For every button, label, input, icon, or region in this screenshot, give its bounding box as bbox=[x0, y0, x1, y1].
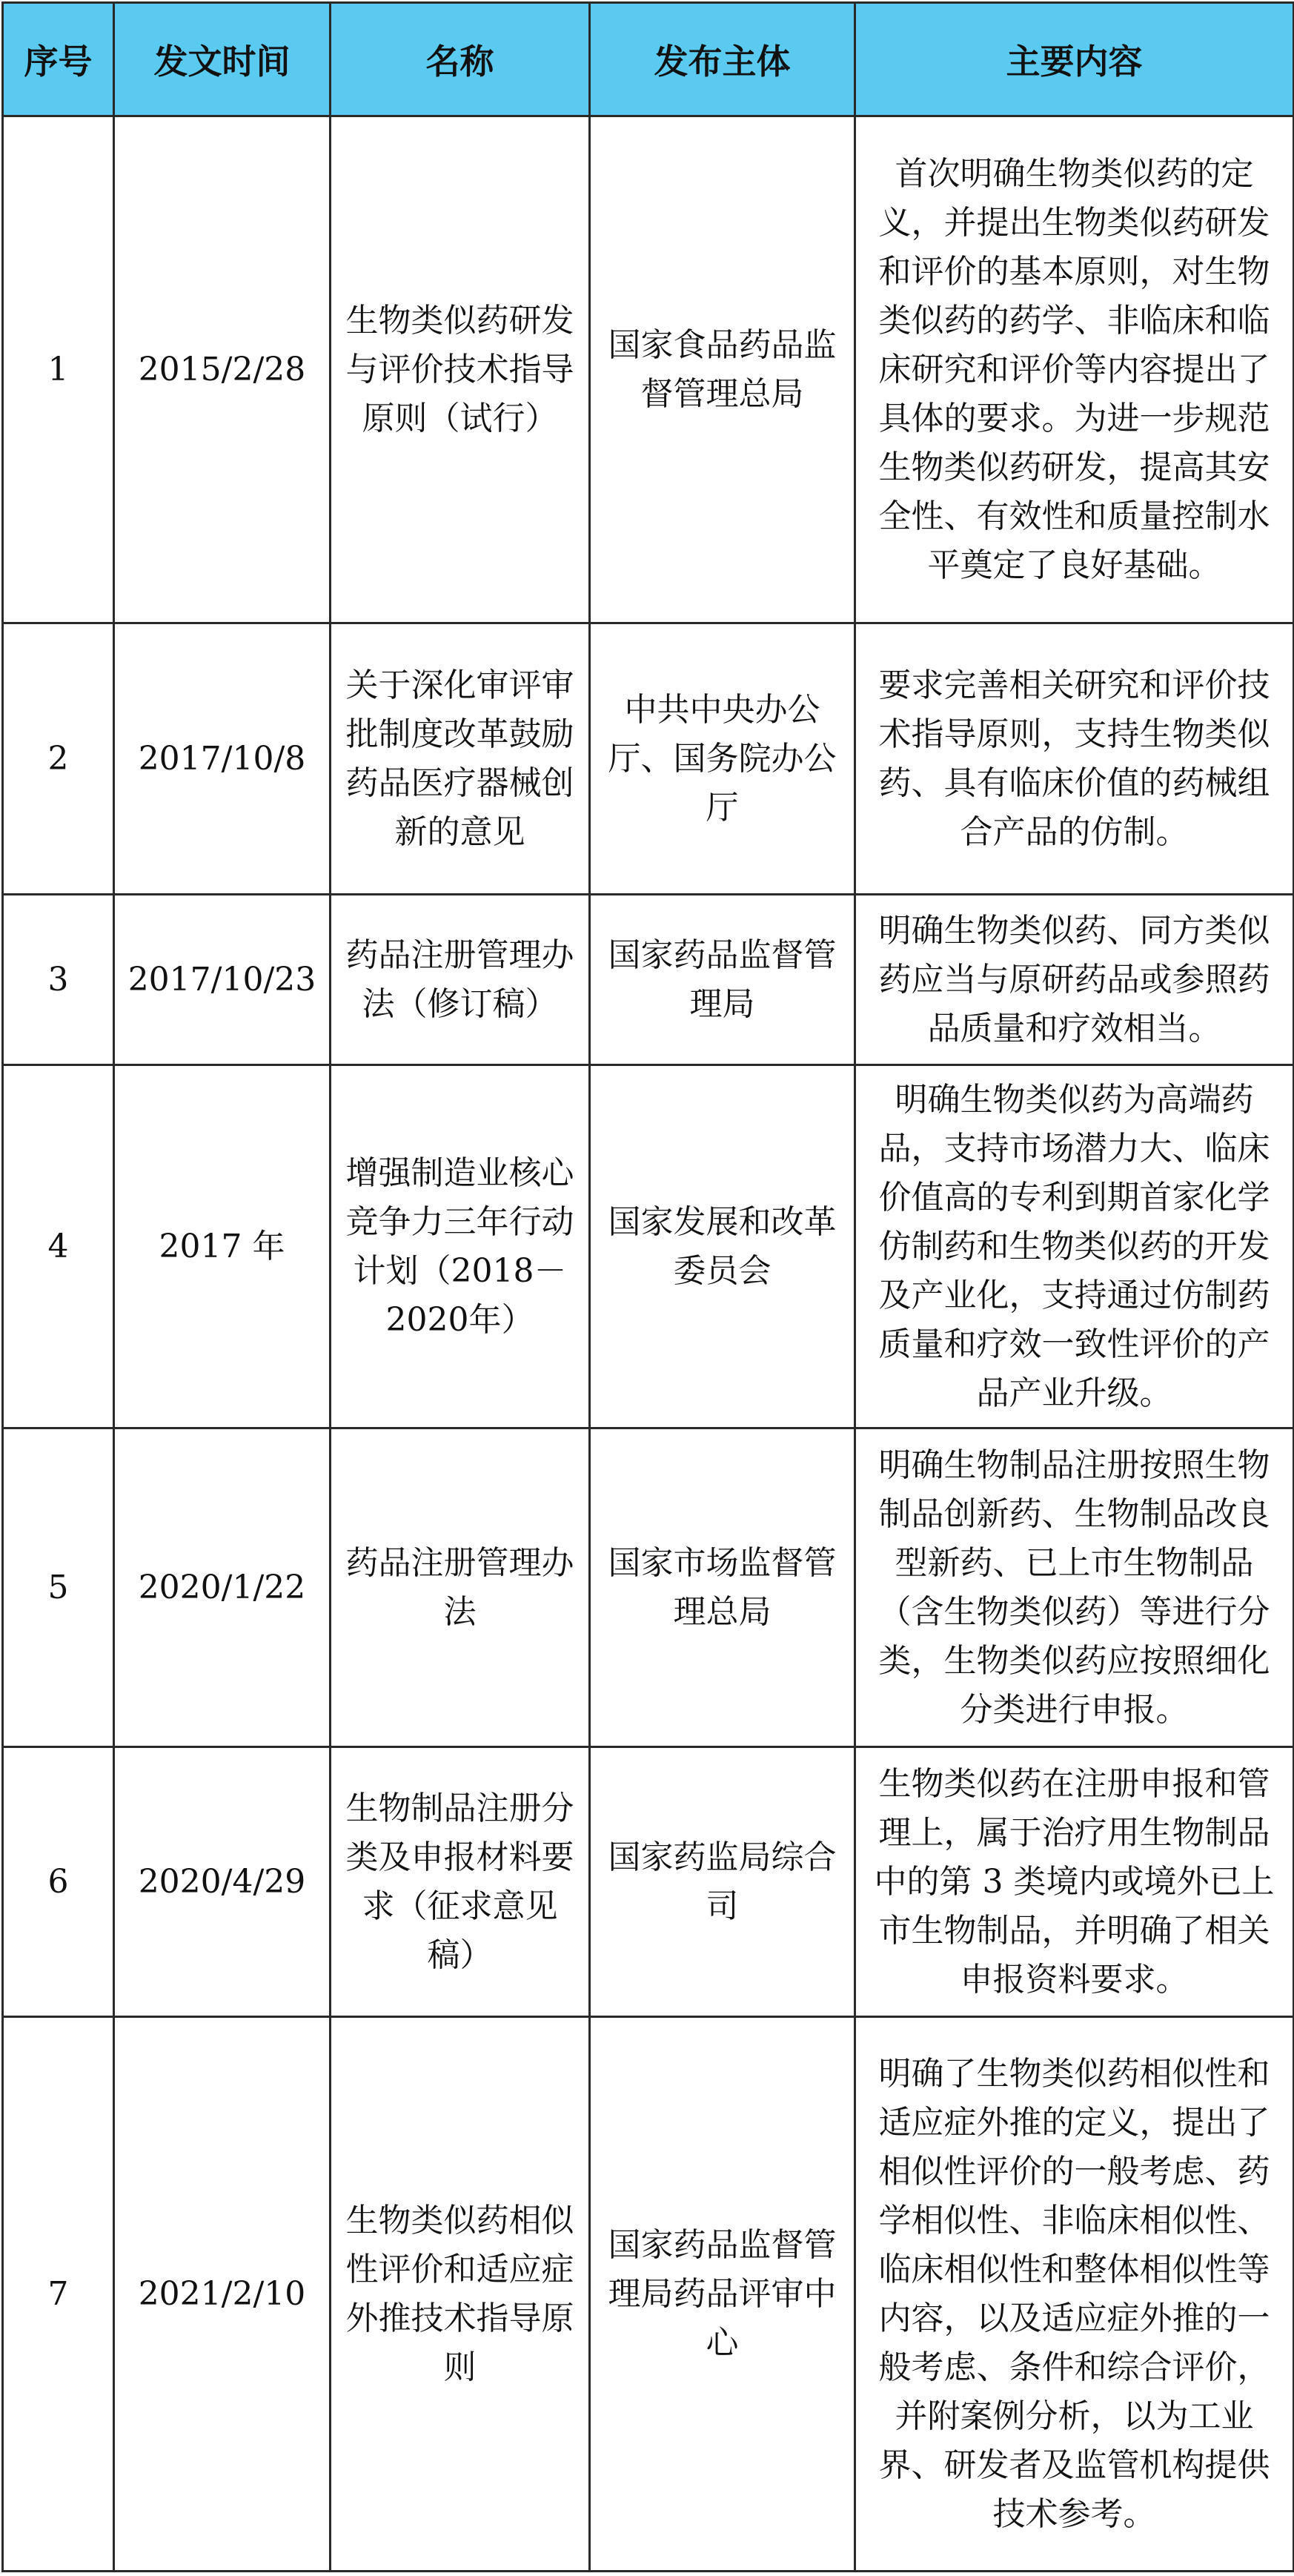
cell-name: 药品注册管理办法（修订稿） bbox=[331, 895, 590, 1065]
cell-content: 要求完善相关研究和评价技术指导原则，支持生物类似药、具有临床价值的药械组合产品的仿制。 bbox=[855, 623, 1294, 895]
policy-table bbox=[1, 1, 1294, 2572]
table-row bbox=[3, 1428, 1294, 1747]
cell-no: 4 bbox=[3, 1065, 114, 1428]
cell-issuer: 国家食品药品监督管理总局 bbox=[590, 116, 855, 623]
table-row bbox=[3, 1747, 1294, 2017]
header-row bbox=[3, 3, 1294, 116]
header-cell-issuer: 发布主体 bbox=[590, 3, 855, 116]
cell-no: 6 bbox=[3, 1747, 114, 2017]
table-row bbox=[3, 623, 1294, 895]
cell-date: 2020/1/22 bbox=[114, 1428, 331, 1747]
cell-issuer: 国家市场监督管理总局 bbox=[590, 1428, 855, 1747]
cell-name: 生物类似药相似性评价和适应症外推技术指导原则 bbox=[331, 2017, 590, 2572]
cell-issuer: 国家发展和改革委员会 bbox=[590, 1065, 855, 1428]
cell-no: 3 bbox=[3, 895, 114, 1065]
cell-name: 生物类似药研发与评价技术指导原则（试行） bbox=[331, 116, 590, 623]
cell-no: 5 bbox=[3, 1428, 114, 1747]
cell-date: 2017 年 bbox=[114, 1065, 331, 1428]
cell-content: 明确了生物类似药相似性和适应症外推的定义，提出了相似性评价的一般考虑、药学相似性、非临床相似性、临床相似性和整体相似性等内容，以及适应症外推的一般考虑、条件和综合评价，并附案例分析，以为工业界、研发者及监管机构提供技术参考。 bbox=[855, 2017, 1294, 2572]
table-row bbox=[3, 895, 1294, 1065]
header-cell-date: 发文时间 bbox=[114, 3, 331, 116]
cell-content: 明确生物制品注册按照生物制品创新药、生物制品改良型新药、已上市生物制品（含生物类似药）等进行分类，生物类似药应按照细化分类进行申报。 bbox=[855, 1428, 1294, 1747]
cell-name: 增强制造业核心竞争力三年行动计划（2018－2020年） bbox=[331, 1065, 590, 1428]
cell-issuer: 国家药监局综合司 bbox=[590, 1747, 855, 2017]
cell-issuer: 国家药品监督管理局 bbox=[590, 895, 855, 1065]
cell-content: 生物类似药在注册申报和管理上，属于治疗用生物制品中的第 3 类境内或境外已上市生物制品，并明确了相关申报资料要求。 bbox=[855, 1747, 1294, 2017]
cell-date: 2020/4/29 bbox=[114, 1747, 331, 2017]
cell-date: 2017/10/23 bbox=[114, 895, 331, 1065]
cell-name: 药品注册管理办法 bbox=[331, 1428, 590, 1747]
cell-issuer: 中共中央办公厅、国务院办公厅 bbox=[590, 623, 855, 895]
cell-date: 2021/2/10 bbox=[114, 2017, 331, 2572]
cell-name: 关于深化审评审批制度改革鼓励药品医疗器械创新的意见 bbox=[331, 623, 590, 895]
cell-content: 明确生物类似药为高端药品，支持市场潜力大、临床价值高的专利到期首家化学仿制药和生物类似药的开发及产业化，支持通过仿制药质量和疗效一致性评价的产品产业升级。 bbox=[855, 1065, 1294, 1428]
table-row bbox=[3, 2017, 1294, 2572]
cell-no: 1 bbox=[3, 116, 114, 623]
cell-content: 首次明确生物类似药的定义，并提出生物类似药研发和评价的基本原则，对生物类似药的药学、非临床和临床研究和评价等内容提出了具体的要求。为进一步规范生物类似药研发，提高其安全性、有效性和质量控制水平奠定了良好基础。 bbox=[855, 116, 1294, 623]
cell-no: 2 bbox=[3, 623, 114, 895]
cell-name: 生物制品注册分类及申报材料要求（征求意见稿） bbox=[331, 1747, 590, 2017]
header-cell-name: 名称 bbox=[331, 3, 590, 116]
policy-table-container bbox=[1, 1, 1293, 2572]
cell-issuer: 国家药品监督管理局药品评审中心 bbox=[590, 2017, 855, 2572]
cell-content: 明确生物类似药、同方类似药应当与原研药品或参照药品质量和疗效相当。 bbox=[855, 895, 1294, 1065]
table-row bbox=[3, 116, 1294, 623]
table-row bbox=[3, 1065, 1294, 1428]
cell-no: 7 bbox=[3, 2017, 114, 2572]
cell-date: 2017/10/8 bbox=[114, 623, 331, 895]
header-cell-no: 序号 bbox=[3, 3, 114, 116]
cell-date: 2015/2/28 bbox=[114, 116, 331, 623]
header-cell-content: 主要内容 bbox=[855, 3, 1294, 116]
